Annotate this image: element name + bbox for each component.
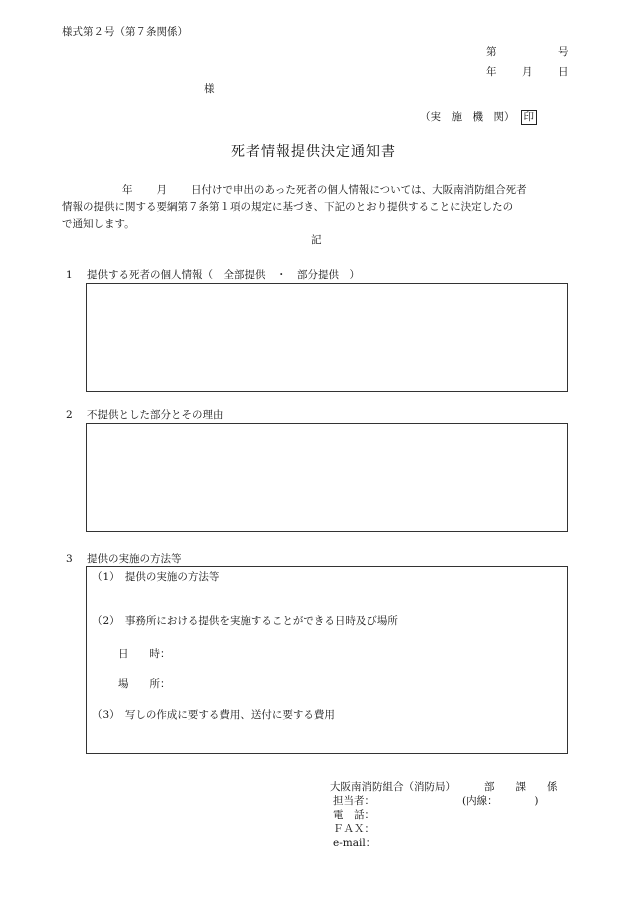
addressee-suffix: 様 (204, 83, 215, 95)
date-month: 月 (522, 66, 533, 78)
date-year: 年 (486, 66, 497, 78)
footer-email-label: e-mail： (333, 837, 377, 849)
seal-mark: 印 (521, 110, 538, 125)
body-line-2: 情報の提供に関する要綱第７条第１項の規定に基づき、下記のとおり提供することに決定したの (62, 201, 514, 213)
section-3-time-label: 日 時： (118, 648, 171, 660)
doc-number-suffix: 号 (558, 46, 569, 58)
ki-marker: 記 (311, 234, 322, 246)
section-2-box[interactable] (86, 423, 568, 532)
section-3-box[interactable] (86, 566, 568, 754)
issuer-label: （実 施 機 関） (420, 111, 515, 123)
section-3-number: 3 (66, 553, 73, 565)
body-line-1-rest: 日付けで申出のあった死者の個人情報については、大阪南消防組合死者 (191, 184, 527, 196)
date-day: 日 (558, 66, 569, 78)
section-3-label: 提供の実施の方法等 (87, 553, 182, 565)
section-1-box[interactable] (86, 283, 568, 392)
body-year: 年 (122, 184, 133, 196)
section-3-place-label: 場 所： (118, 678, 171, 690)
body-month: 月 (156, 184, 167, 196)
footer-phone-label: 電 話： (333, 809, 375, 821)
footer-fax-label: ＦＡＸ： (333, 823, 375, 835)
body-paragraph (62, 182, 570, 233)
footer-org: 大阪南消防組合（消防局） (330, 781, 456, 793)
section-3-item-2: （2） 事務所における提供を実施することができる日時及び場所 (92, 615, 398, 627)
footer-dept: 部 課 係 (484, 781, 558, 793)
section-2-number: 2 (66, 409, 73, 421)
section-3-item-3: （3） 写しの作成に要する費用、送付に要する費用 (92, 709, 335, 721)
form-number: 様式第２号（第７条関係） (62, 26, 188, 38)
section-1-number: 1 (66, 269, 73, 281)
section-1-label: 提供する死者の個人情報（ 全部提供 ・ 部分提供 ） (87, 269, 360, 281)
section-3-item-1: （1） 提供の実施の方法等 (92, 571, 220, 583)
body-line-1 (62, 182, 570, 199)
document-title: 死者情報提供決定通知書 (231, 144, 396, 160)
section-2-label: 不提供とした部分とその理由 (87, 409, 224, 421)
body-line-3: で通知します。 (62, 218, 135, 230)
footer-person-label: 担当者： (333, 795, 375, 807)
doc-number-prefix: 第 (486, 46, 497, 58)
footer-extension: (内線： ) (462, 795, 539, 807)
issuer (420, 110, 537, 125)
